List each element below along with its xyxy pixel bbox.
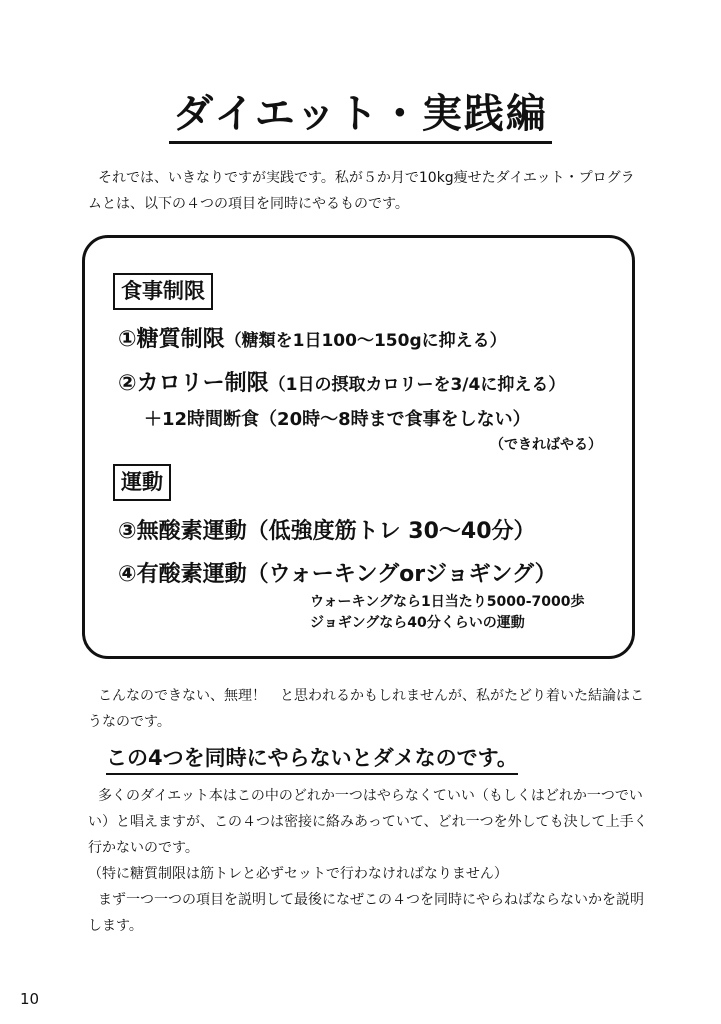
- fasting-note: （できればやる）: [490, 437, 602, 453]
- item-sugar-restriction: [118, 322, 507, 353]
- exercise-section-label: 運動: [113, 464, 171, 501]
- paragraph-5: まず一つ一つの項目を説明して最後になぜこの４つを同時にやらねばならないかを説明します。: [88, 892, 644, 934]
- walking-note: ウォーキングなら1日当たり5000-7000歩: [310, 594, 585, 610]
- item2-title: ②カロリー制限: [118, 371, 269, 396]
- page-number: 10: [20, 990, 40, 1008]
- item-calorie-restriction: [118, 366, 565, 397]
- item1-title: ①糖質制限: [118, 327, 225, 352]
- item-anaerobic: ③無酸素運動（低強度筋トレ 30〜40分）: [118, 519, 536, 544]
- emphasis-heading: この4つを同時にやらないとダメなのです。: [106, 742, 518, 775]
- fasting-line: ＋12時間断食（20時〜8時まで食事をしない）: [144, 409, 531, 430]
- jogging-note: ジョギングなら40分くらいの運動: [310, 615, 525, 631]
- page-title: ダイエット・実践編: [0, 82, 721, 144]
- item2-detail: （1日の摂取カロリーを3/4に抑える）: [268, 375, 566, 395]
- paragraph-3: 多くのダイエット本はこの中のどれか一つはやらなくていい（もしくはどれか一つでいい）と唱えますが、この４つは密接に絡みあっていて、どれ一つを外しても決して上手く行かないのです。: [88, 788, 648, 856]
- paragraph-2: こんなのできない、無理！ と思われるかもしれませんが、私がたどり着いた結論はこうなのです。: [88, 688, 644, 730]
- item-aerobic: ④有酸素運動（ウォーキングorジョギング）: [118, 562, 557, 587]
- diet-section-label: 食事制限: [113, 273, 213, 310]
- intro-paragraph: それでは、いきなりですが実践です。私が５か月で10kg痩せたダイエット・プログラムとは、以下の４つの項目を同時にやるものです。: [88, 170, 635, 212]
- paragraph-4: （特に糖質制限は筋トレと必ずセットで行わなければなりません）: [88, 866, 508, 882]
- item1-detail: （糖類を1日100〜150gに抑える）: [224, 331, 507, 351]
